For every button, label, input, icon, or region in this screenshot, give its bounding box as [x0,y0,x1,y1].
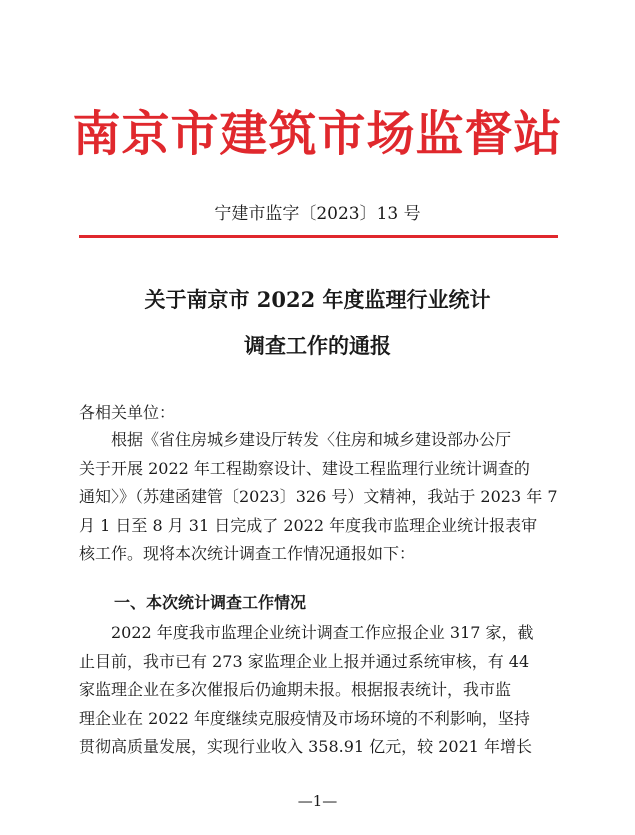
document-number: 宁建市监字〔2023〕13 号 [214,204,421,224]
paragraph-1 [79,426,559,569]
paragraph-line: 通知〉》（苏建函建管〔2023〕326 号）文精神，我站于 2023 年 7 [79,487,558,507]
section-heading-1: 一、本次统计调查工作情况 [114,593,307,612]
masthead-title: 南京市建筑市场监督站 [72,106,563,162]
paragraph-line: 关于开展 2022 年工程勘察设计、建设工程监理行业统计调查的 [79,458,530,478]
paragraph-line: 根据《省住房城乡建设厅转发〈住房和城乡建设部办公厅 [79,430,512,449]
paragraph-line: 贯彻高质量发展，实现行业收入 358.91 亿元，较 2021 年增长 [79,737,533,757]
paragraph-line: 月 1 日至 8 月 31 日完成了 2022 年度我市监理企业统计报表审 [79,515,538,535]
paragraph-line: 2022 年度我市监理企业统计调查工作应报企业 317 家，截 [79,623,534,642]
page-number: —1— [297,792,338,810]
paragraph-line: 止目前，我市已有 273 家监理企业上报并通过系统审核，有 44 [79,651,530,671]
notice-title-line-1: 关于南京市 2022 年度监理行业统计 [144,287,491,312]
paragraph-line: 理企业在 2022 年度继续克服疫情及市场环境的不利影响，坚持 [79,708,530,728]
red-divider-line [79,235,558,238]
paragraph-line: 核工作。现将本次统计调查工作情况通报如下： [79,544,416,564]
salutation: 各相关单位： [79,403,176,422]
notice-title-line-2: 调查工作的通报 [244,333,391,358]
paragraph-line: 家监理企业在多次催报后仍逾期未报。根据报表统计，我市监 [79,680,512,700]
paragraph-2 [79,619,559,762]
